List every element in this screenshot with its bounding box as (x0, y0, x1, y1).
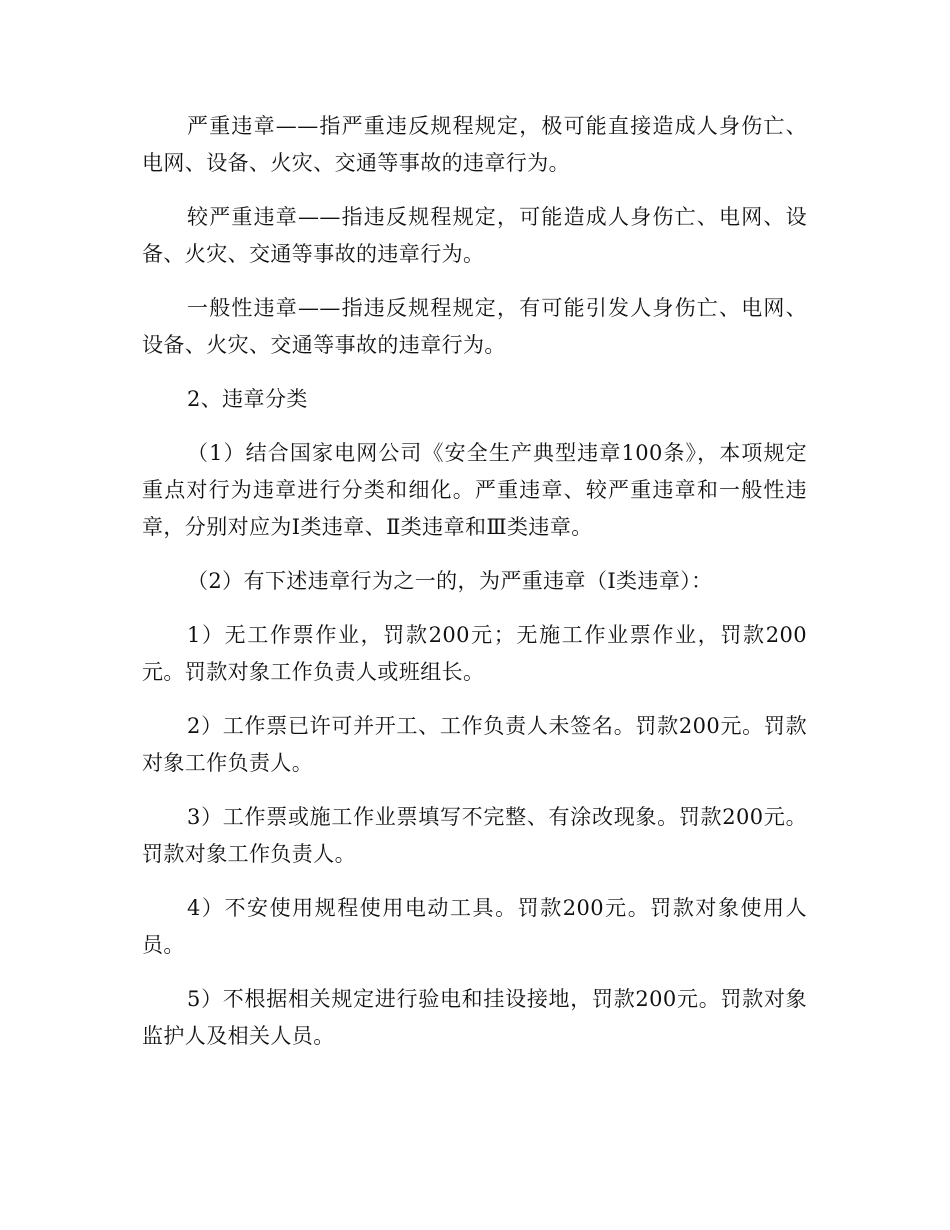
document-body (142, 108, 807, 1072)
definition-moderate-violation: 较严重违章——指违反规程规定，可能造成人身伤亡、电网、设备、火灾、交通等事故的违章行为。 (142, 205, 807, 266)
clause-2-serious-violations: （2）有下述违章行为之一的，为严重违章（Ⅰ类违章）： (187, 569, 713, 593)
definition-serious-violation: 严重违章——指严重违反规程规定，极可能直接造成人身伤亡、电网、设备、火灾、交通等事故的违章行为。 (142, 114, 807, 175)
item-3-incomplete-ticket: 3）工作票或施工作业票填写不完整、有涂改现象。罚款200元。罚款对象工作负责人。 (142, 805, 807, 866)
item-1-no-work-ticket: 1）无工作票作业，罚款200元；无施工作业票作业，罚款200元。罚款对象工作负责人或班组长。 (142, 623, 807, 684)
definition-general-violation: 一般性违章——指违反规程规定，有可能引发人身伤亡、电网、设备、火灾、交通等事故的违章行为。 (142, 296, 807, 357)
item-2-unsigned-ticket: 2）工作票已许可并开工、工作负责人未签名。罚款200元。罚款对象工作负责人。 (142, 714, 807, 775)
section-heading-violation-classification: 2、违章分类 (187, 387, 308, 411)
item-4-power-tools: 4）不安使用规程使用电动工具。罚款200元。罚款对象使用人员。 (142, 896, 807, 957)
clause-1-classification: （1）结合国家电网公司《安全生产典型违章100条》，本项规定重点对行为违章进行分类和细化。严重违章、较严重违章和一般性违章，分别对应为Ⅰ类违章、Ⅱ类违章和Ⅲ类违章。 (142, 441, 807, 539)
item-5-grounding: 5）不根据相关规定进行验电和挂设接地，罚款200元。罚款对象监护人及相关人员。 (142, 987, 807, 1048)
